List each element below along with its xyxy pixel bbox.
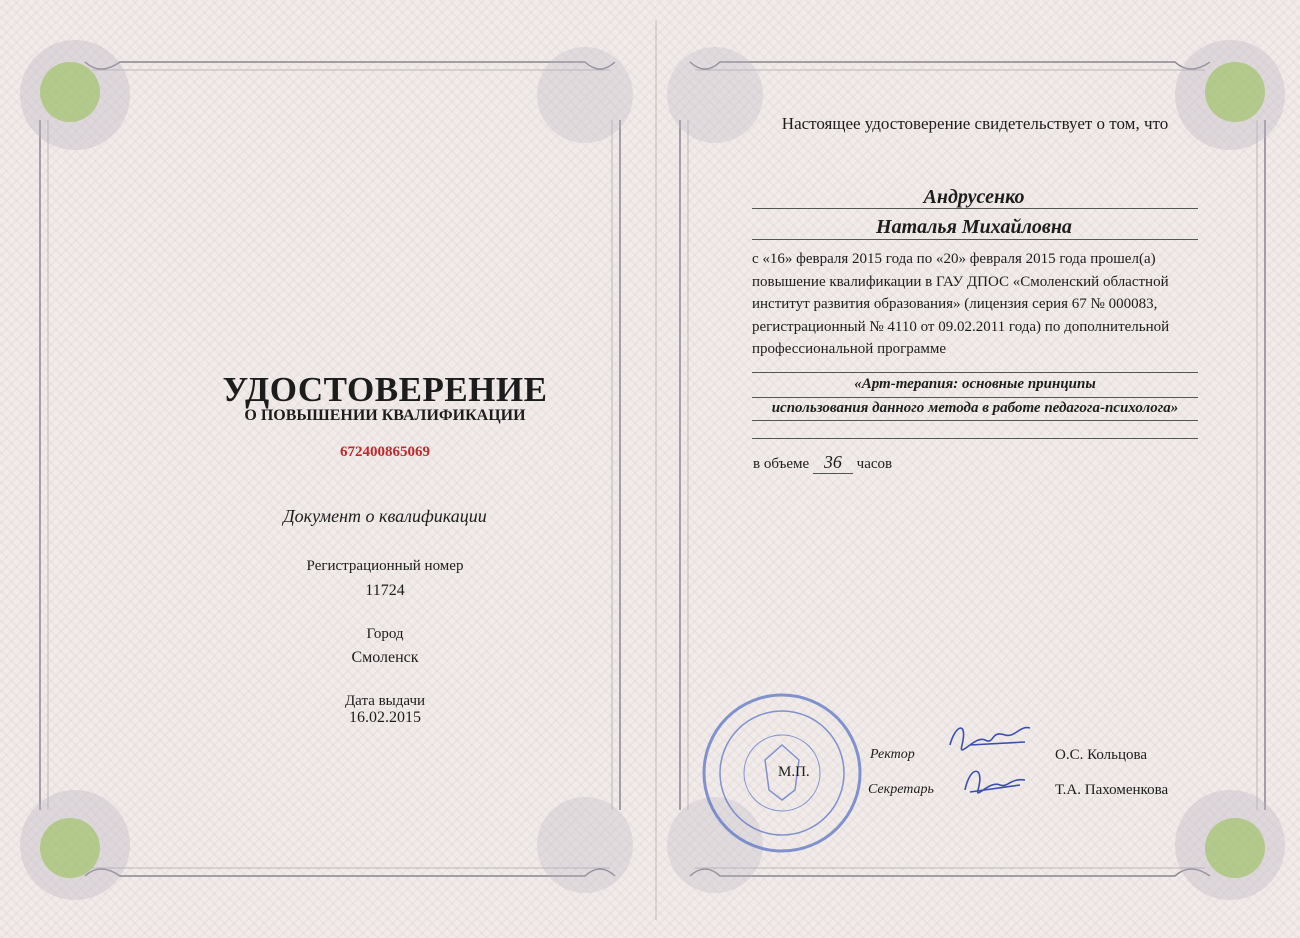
program-line-bottom [752,420,1198,421]
corner-ornament-icon [20,40,1285,900]
registration-label: Регистрационный номер [306,558,464,574]
hours-suffix: часов [856,456,893,472]
document-type: Документ о квалификации [283,506,487,526]
hours-row [753,452,892,474]
city-value: Смоленск [351,649,419,666]
certificate-title: УДОСТОВЕРЕНИЕ [222,370,548,409]
paragraph-line: с «16» февраля 2015 года по «20» февраля 2015 года прошел(а) [752,251,1156,267]
registration-number: 11724 [365,582,405,599]
program-line-extra [752,438,1198,439]
secretary-role: Секретарь [868,782,934,797]
program-line-mid [752,397,1198,398]
program-title-line-1: «Арт-терапия: основные принципы [854,376,1096,392]
paragraph-line: профессиональной программе [752,341,947,358]
program-line-top [752,372,1198,373]
serial-number: 672400865069 [340,444,430,460]
rector-name: О.С. Кольцова [1055,747,1148,763]
given-names: Наталья Михайловна [876,216,1072,238]
training-paragraph [752,248,1198,361]
paragraph-line: институт развития образования» (лицензия серия 67 № 000083, [752,296,1158,313]
surname: Андрусенко [923,186,1025,208]
paragraph-line: регистрационный № 4110 от 09.02.2011 года) по дополнительной [752,318,1170,335]
program-title-line-2: использования данного метода в работе педагога-психолога» [771,400,1179,416]
signature-icon [950,728,1030,793]
intro-text: Настоящее удостоверение свидетельствует о том, что [781,114,1169,133]
city-label: Город [366,626,404,642]
certificate-subtitle: О ПОВЫШЕНИИ КВАЛИФИКАЦИИ [244,407,526,424]
hours-value: 36 [813,452,853,474]
hours-prefix: в объеме [753,456,810,472]
secretary-name: Т.А. Пахоменкова [1055,782,1169,798]
paragraph-line: повышение квалификации в ГАУ ДПОС «Смоленский областной [752,273,1169,290]
issue-date: 16.02.2015 [349,709,421,726]
given-names-underline [752,239,1198,240]
rector-role: Ректор [870,747,915,762]
surname-underline [752,208,1198,209]
issue-date-label: Дата выдачи [344,693,426,709]
stamp-label: М.П. [778,764,810,780]
